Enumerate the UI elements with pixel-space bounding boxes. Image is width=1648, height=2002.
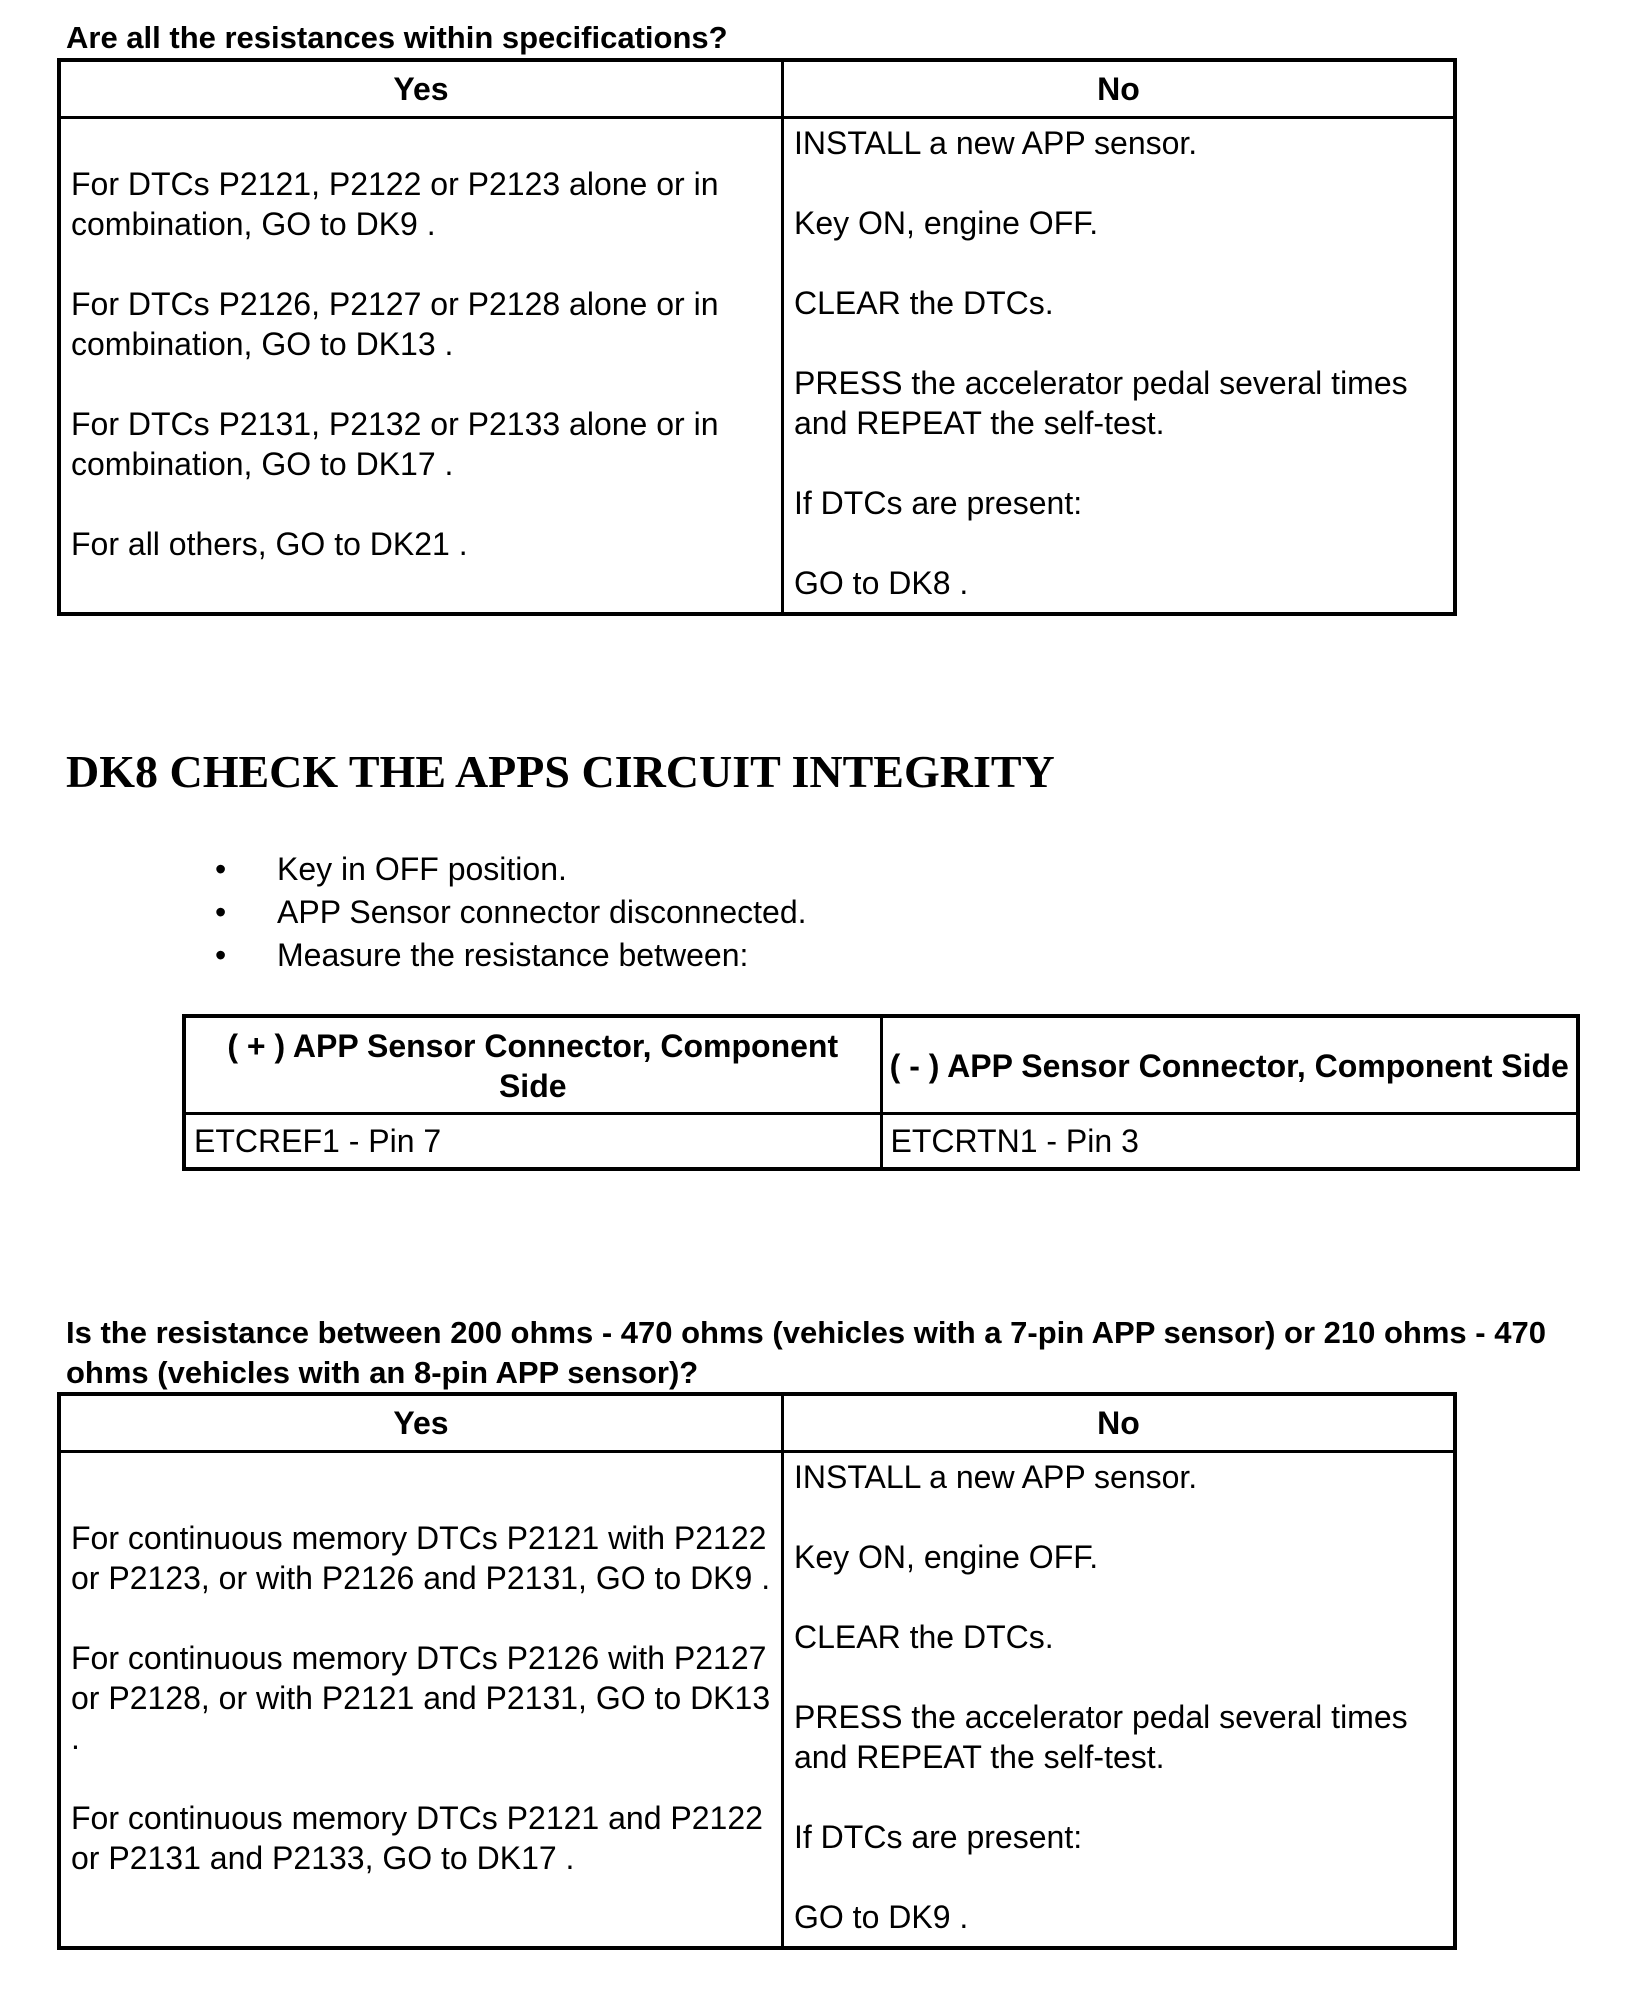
no-item: If DTCs are present: (794, 1819, 1083, 1855)
no-item: INSTALL a new APP sensor. (794, 125, 1198, 161)
decision-table-2 (57, 1392, 1457, 1950)
yes-cell (59, 1452, 783, 1948)
no-item: CLEAR the DTCs. (794, 285, 1054, 321)
no-cell (783, 1452, 1456, 1948)
bullet-icon: • (215, 851, 227, 887)
section-heading-dk8: DK8 CHECK THE APPS CIRCUIT INTEGRITY (66, 746, 1055, 797)
no-item: Key ON, engine OFF. (794, 205, 1099, 241)
negative-connector-header: ( - ) APP Sensor Connector, Component Side (881, 1016, 1578, 1114)
yes-item: For continuous memory DTCs P2121 with P2122 or P2123, or with P2126 and P2131, GO to DK9 . (71, 1520, 771, 1597)
no-item: PRESS the accelerator pedal several times and REPEAT the self-test. (794, 365, 1408, 441)
connector-table (182, 1014, 1580, 1171)
yes-item: For all others, GO to DK21 . (71, 526, 468, 563)
no-item: If DTCs are present: (794, 485, 1083, 521)
yes-item: For DTCs P2121, P2122 or P2123 alone or in combination, GO to DK9 . (71, 166, 719, 243)
question-1: Are all the resistances within specifications? (66, 20, 728, 55)
yes-item: For DTCs P2126, P2127 or P2128 alone or in combination, GO to DK13 . (71, 286, 719, 363)
yes-item: For continuous memory DTCs P2121 and P2122 or P2131 and P2133, GO to DK17 . (71, 1800, 763, 1877)
no-item: PRESS the accelerator pedal several times and REPEAT the self-test. (794, 1699, 1408, 1775)
bullet-icon: • (215, 894, 227, 930)
no-item: INSTALL a new APP sensor. (794, 1459, 1198, 1495)
bullet-icon: • (215, 937, 227, 973)
step-item: • Key in OFF position. (215, 848, 807, 891)
no-header: No (783, 1394, 1456, 1452)
no-item: GO to DK9 . (794, 1899, 969, 1935)
negative-pin-cell: ETCRTN1 - Pin 3 (881, 1114, 1578, 1170)
no-item: GO to DK8 . (794, 565, 969, 601)
decision-table-1 (57, 58, 1457, 616)
question-2: Is the resistance between 200 ohms - 470 ohms (vehicles with a 7-pin APP sensor) or 210 ohms - 470 ohms (vehicles with an 8-pin APP sensor)? (66, 1315, 1546, 1390)
yes-item: For DTCs P2131, P2132 or P2133 alone or in combination, GO to DK17 . (71, 406, 719, 483)
no-cell (783, 118, 1456, 614)
yes-cell (59, 118, 783, 614)
step-list (215, 848, 807, 977)
step-item: • APP Sensor connector disconnected. (215, 891, 807, 934)
yes-header: Yes (59, 60, 783, 118)
positive-pin-cell: ETCREF1 - Pin 7 (184, 1114, 881, 1170)
no-item: Key ON, engine OFF. (794, 1539, 1099, 1575)
yes-item: For continuous memory DTCs P2126 with P2127 or P2128, or with P2121 and P2131, GO to DK13 . (71, 1640, 771, 1757)
step-item: • Measure the resistance between: (215, 934, 807, 977)
positive-connector-header: ( + ) APP Sensor Connector, Component Side (184, 1016, 881, 1114)
yes-header: Yes (59, 1394, 783, 1452)
no-header: No (783, 60, 1456, 118)
no-item: CLEAR the DTCs. (794, 1619, 1054, 1655)
